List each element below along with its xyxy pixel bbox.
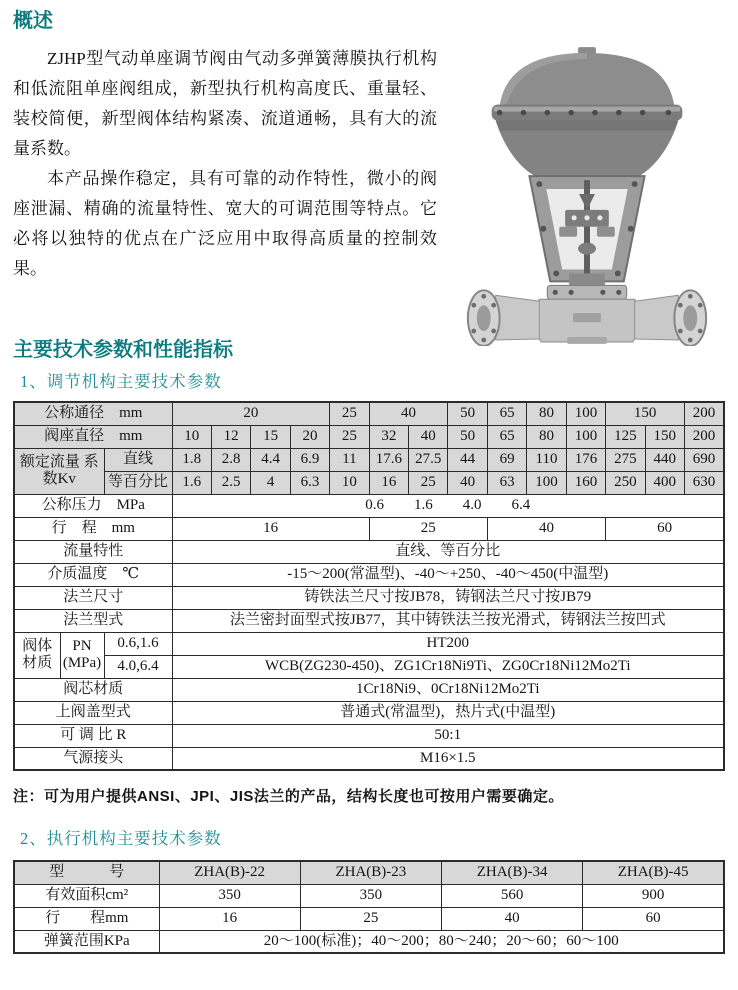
- row-body-material-2: [14, 655, 724, 678]
- table-cell: 40: [409, 425, 448, 448]
- row-kv-linear: [14, 448, 724, 471]
- table-cell: 20: [172, 402, 330, 425]
- intro-section: [13, 44, 725, 284]
- table-cell: ZHA(B)-23: [300, 861, 441, 884]
- table-cell: 普通式(常温型)，热片式(中温型): [172, 701, 724, 724]
- table-cell: 25: [409, 471, 448, 494]
- table-cell: 铸铁法兰尺寸按JB78，铸钢法兰尺寸按JB79: [172, 586, 724, 609]
- table-cell: 50:1: [172, 724, 724, 747]
- section-title: 主要技术参数和性能指标: [13, 339, 233, 361]
- table-cell: 40: [487, 517, 605, 540]
- table-cell: 1.8: [172, 448, 211, 471]
- row-flow-characteristic: [14, 540, 724, 563]
- subsection-2-title: 2、执行机构主要技术参数: [20, 829, 222, 848]
- row-kv-equal-percentage: [14, 471, 724, 494]
- table-cell: 100: [566, 425, 605, 448]
- table-cell: 25: [330, 425, 369, 448]
- table-cell: 110: [527, 448, 566, 471]
- actuator-dome: [492, 47, 683, 176]
- row-label: 型 号: [14, 861, 159, 884]
- table-cell: 25: [300, 907, 441, 930]
- valve-body: [468, 273, 706, 345]
- intro-paragraph-2: 本产品操作稳定，具有可靠的动作特性，微小的阀座泄漏、精确的流量特性、宽大的可调范围等特点。它必将以独特的优点在广泛应用中取得高质量的控制效果。: [13, 169, 437, 278]
- table-cell: HT200: [172, 632, 724, 655]
- table-cell: WCB(ZG230-450)、ZG1Cr18Ni9Ti、ZG0Cr18Ni12Mo2Ti: [172, 655, 724, 678]
- row-label: 可 调 比 R: [14, 724, 172, 747]
- table-cell: 4: [251, 471, 290, 494]
- intro-text: [13, 44, 437, 284]
- row-spring-range: [14, 930, 724, 953]
- note-text: 注：可为用户提供ANSI、JPI、JIS法兰的产品，结构长度也可按用户需要确定。: [13, 788, 564, 805]
- table-cell: 80: [527, 402, 566, 425]
- table-cell: 350: [300, 884, 441, 907]
- table-cell: 400: [645, 471, 684, 494]
- table-cell: 60: [606, 517, 724, 540]
- table-cell: 10: [330, 471, 369, 494]
- table-cell: 125: [606, 425, 645, 448]
- row-body-material-1: [14, 632, 724, 655]
- valve-photo: [448, 44, 726, 346]
- table-cell: 20: [290, 425, 329, 448]
- table-cell: 250: [606, 471, 645, 494]
- table-cell: 44: [448, 448, 487, 471]
- table-cell: 25: [330, 402, 369, 425]
- table-cell: 900: [583, 884, 724, 907]
- row-model: [14, 861, 724, 884]
- table-cell: 15: [251, 425, 290, 448]
- row-nominal-diameter: [14, 402, 724, 425]
- row-medium-temperature: [14, 563, 724, 586]
- row-label: 流量特性: [14, 540, 172, 563]
- table-cell: 2.8: [211, 448, 250, 471]
- table-cell: 20～100(标准)；40～200；80～240；20～60；60～100: [159, 930, 724, 953]
- table-cell: 275: [606, 448, 645, 471]
- table-cell: 65: [487, 425, 526, 448]
- row-label: 阀体材质: [14, 632, 60, 678]
- intro-paragraph-1: ZJHP型气动单座调节阀由气动多弹簧薄膜执行机构和低流阻单座阀组成，新型执行机构高度氏、重量轻、装校简便，新型阀体结构紧凑、流道通畅，具有大的流量系数。: [13, 49, 437, 158]
- table-cell: 直线、等百分比: [172, 540, 724, 563]
- row-sublabel: 等百分比: [104, 471, 172, 494]
- table-cell: 100: [527, 471, 566, 494]
- table-cell: 40: [448, 471, 487, 494]
- table-cell: 27.5: [409, 448, 448, 471]
- table-cell: 560: [442, 884, 583, 907]
- valve-yoke: [529, 176, 644, 281]
- table-cell: -15～200(常温型)、-40～+250、-40～450(中温型): [172, 563, 724, 586]
- table-cell: 32: [369, 425, 408, 448]
- table-cell: 200: [685, 425, 725, 448]
- table-cell: 法兰密封面型式按JB77，其中铸铁法兰按光滑式，铸钢法兰按凹式: [172, 609, 724, 632]
- table-cell: 160: [566, 471, 605, 494]
- row-label: 额定流量 系数Kv: [14, 448, 104, 494]
- table-cell: 440: [645, 448, 684, 471]
- table-cell: 0.6 1.6 4.0 6.4: [172, 494, 724, 517]
- row-label: 有效面积cm²: [14, 884, 159, 907]
- row-actuator-travel: [14, 907, 724, 930]
- table-cell: 350: [159, 884, 300, 907]
- row-sublabel: PN (MPa): [60, 632, 104, 678]
- row-label: 公称通径 mm: [14, 402, 172, 425]
- row-sublabel: 直线: [104, 448, 172, 471]
- table-cell: 63: [487, 471, 526, 494]
- table-cell: 100: [566, 402, 605, 425]
- table-cell: 50: [448, 425, 487, 448]
- valve-illustration: [448, 44, 726, 346]
- spec-table-regulator: [13, 401, 725, 771]
- table-cell: ZHA(B)-34: [442, 861, 583, 884]
- table-cell: 16: [159, 907, 300, 930]
- table-cell: 6.3: [290, 471, 329, 494]
- row-plug-material: [14, 678, 724, 701]
- row-label: 介质温度 ℃: [14, 563, 172, 586]
- table-cell: 150: [645, 425, 684, 448]
- table-cell: 1Cr18Ni9、0Cr18Ni12Mo2Ti: [172, 678, 724, 701]
- table-cell: 150: [606, 402, 685, 425]
- table-cell: 11: [330, 448, 369, 471]
- row-label: 阀座直径 mm: [14, 425, 172, 448]
- row-bonnet-type: [14, 701, 724, 724]
- table-cell: M16×1.5: [172, 747, 724, 770]
- row-flange-type: [14, 609, 724, 632]
- row-travel: [14, 517, 724, 540]
- table-cell: 12: [211, 425, 250, 448]
- table-cell: 80: [527, 425, 566, 448]
- row-seat-diameter: [14, 425, 724, 448]
- row-label: 气源接头: [14, 747, 172, 770]
- table-cell: 176: [566, 448, 605, 471]
- subsection-1-title: 1、调节机构主要技术参数: [20, 372, 222, 391]
- table-cell: ZHA(B)-45: [583, 861, 724, 884]
- table-cell: 60: [583, 907, 724, 930]
- row-label: 法兰型式: [14, 609, 172, 632]
- table-cell: 10: [172, 425, 211, 448]
- row-air-connection: [14, 747, 724, 770]
- spec-table-actuator: [13, 860, 725, 954]
- table-cell: 2.5: [211, 471, 250, 494]
- row-label: 上阀盖型式: [14, 701, 172, 724]
- table-cell: 6.9: [290, 448, 329, 471]
- row-label: 行 程mm: [14, 907, 159, 930]
- table-cell: 200: [685, 402, 725, 425]
- row-label: 法兰尺寸: [14, 586, 172, 609]
- table-cell: ZHA(B)-22: [159, 861, 300, 884]
- row-flange-size: [14, 586, 724, 609]
- row-label: 公称压力 MPa: [14, 494, 172, 517]
- table-cell: 690: [685, 448, 725, 471]
- row-sublabel: 4.0,6.4: [104, 655, 172, 678]
- table-cell: 69: [487, 448, 526, 471]
- row-label: 行 程 mm: [14, 517, 172, 540]
- table-cell: 630: [685, 471, 725, 494]
- row-label: 阀芯材质: [14, 678, 172, 701]
- table-cell: 40: [369, 402, 448, 425]
- table-cell: 25: [369, 517, 487, 540]
- row-sublabel: 0.6,1.6: [104, 632, 172, 655]
- row-effective-area: [14, 884, 724, 907]
- table-cell: 17.6: [369, 448, 408, 471]
- table-cell: 50: [448, 402, 487, 425]
- row-rangeability: [14, 724, 724, 747]
- table-cell: 16: [369, 471, 408, 494]
- table-cell: 4.4: [251, 448, 290, 471]
- table-cell: 65: [487, 402, 526, 425]
- table-cell: 40: [442, 907, 583, 930]
- overview-title: 概述: [13, 10, 53, 32]
- row-nominal-pressure: [14, 494, 724, 517]
- row-label: 弹簧范围KPa: [14, 930, 159, 953]
- table-cell: 1.6: [172, 471, 211, 494]
- table-cell: 16: [172, 517, 369, 540]
